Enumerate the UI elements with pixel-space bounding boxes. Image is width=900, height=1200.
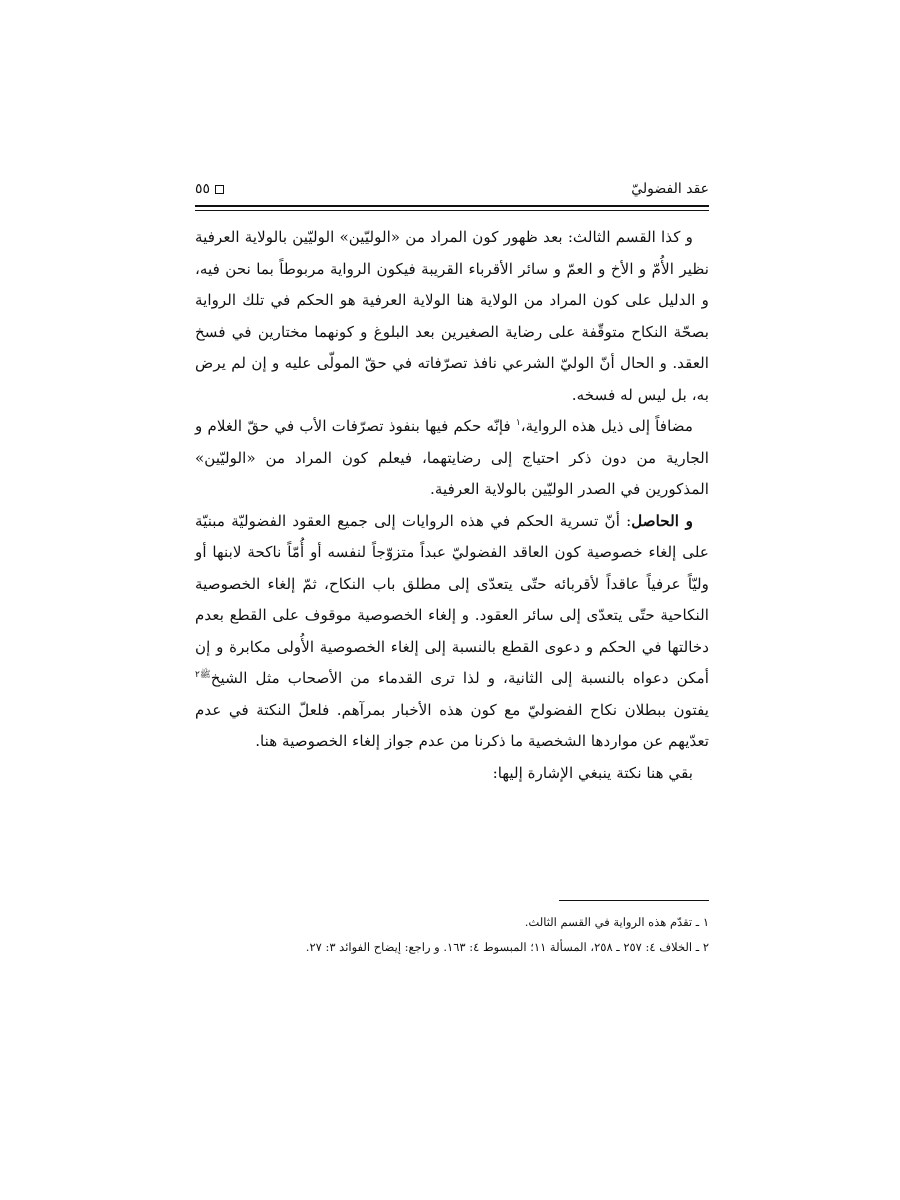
footnotes xyxy=(195,910,709,960)
paragraph-2-text-b: فإنّه حكم فيها بنفوذ تصرّفات الأب في حقّ الغلام و الجارية من دون ذكر احتياج إلى رضايتهما، فيعلم كون المراد من «الوليّين» المذكورين في الصدر الوليّين بالولاية العرفية. xyxy=(195,417,709,498)
paragraph-4 xyxy=(195,758,709,790)
header-rule-thin xyxy=(195,210,709,211)
paragraph-1 xyxy=(195,222,709,411)
paragraph-3-text-b: يفتون ببطلان نكاح الفضوليّ مع كون هذه الأخبار بمرآهم. فلعلّ النكتة في عدم تعدّيهم عن مواردها الشخصية ما ذكرنا من عدم جواز إلغاء الخصوصية هنا. xyxy=(195,700,709,750)
paragraph-2-text-a: مضافاً إلى ذيل هذه الرواية، xyxy=(520,417,693,435)
header-page-number-group xyxy=(195,178,224,200)
square-outline-icon xyxy=(215,185,224,194)
book-page xyxy=(195,160,709,980)
paragraph-3-text-a: : أنّ تسرية الحكم في هذه الروايات إلى جميع العقود الفضوليّة مبنيّة على إلغاء خصوصية كون العاقد الفضوليّ عبداً متزوّجاً لنفسه أو أُمّاً ناكحة لابنها أو وليّاً عرفياً عاقداً لأقربائه حتّى يتعدّى إلى مطلق باب النكاح، ثمّ إلغاء الخصوصية النكاحية حتّى يتعدّى إلى سائر العقود. و إلغاء الخصوصية موقوف على القطع بعدم دخالتها في الحكم و دعوى القطع بالنسبة إلى إلغاء الخصوصية الأُولى مكابرة و إن أمكن دعواه بالنسبة إلى الثانية، و لذا ترى القدماء من الأصحاب مثل الشيخ xyxy=(195,511,709,687)
footnote-2: ٢ ـ الخلاف ٤: ٢٥٧ ـ ٢٥٨، المسألة ١١؛ المبسوط ٤: ١٦٣. و راجع: إيضاح الفوائد ٣: ٢٧. xyxy=(305,940,709,954)
main-text xyxy=(195,222,709,789)
header-rule-thick xyxy=(195,205,709,207)
paragraph-3-lead: و الحاصل xyxy=(631,511,693,530)
running-header xyxy=(195,178,709,202)
paragraph-1-text: و كذا القسم الثالث: بعد ظهور كون المراد من «الوليّين» الوليّين بالولاية العرفية نظير الأُمّ و الأخ و العمّ و سائر الأقرباء القريبة فيكون الرواية مربوطاً بما نحن فيه، و الدليل على كون المراد من الولاية هنا الولاية العرفية هو الحكم في تلك الرواية بصحّة النكاح متوقّفة على رضاية الصغيرين بعد البلوغ و كونهما مختارين في فسخ العقد. و الحال أنّ الوليّ الشرعي نافذ تصرّفاته في حقّ المولّى عليه و إن لم يرض به، بل ليس له فسخه. xyxy=(195,228,709,404)
page-number: ٥٥ xyxy=(195,181,211,197)
paragraph-2 xyxy=(195,411,709,506)
footnote-ref-1: ١ xyxy=(515,417,521,428)
paragraph-3 xyxy=(195,506,709,758)
paragraph-4-text: بقي هنا نكتة ينبغي الإشارة إليها: xyxy=(492,763,693,782)
footnote-ref-2: ٢ xyxy=(195,669,200,680)
footnote-1: ١ ـ تقدّم هذه الرواية في القسم الثالث. xyxy=(524,915,709,929)
footnote-separator xyxy=(559,900,709,901)
header-title: عقد الفضوليّ xyxy=(631,181,709,197)
honorific-glyph: ﷺ xyxy=(199,669,211,680)
